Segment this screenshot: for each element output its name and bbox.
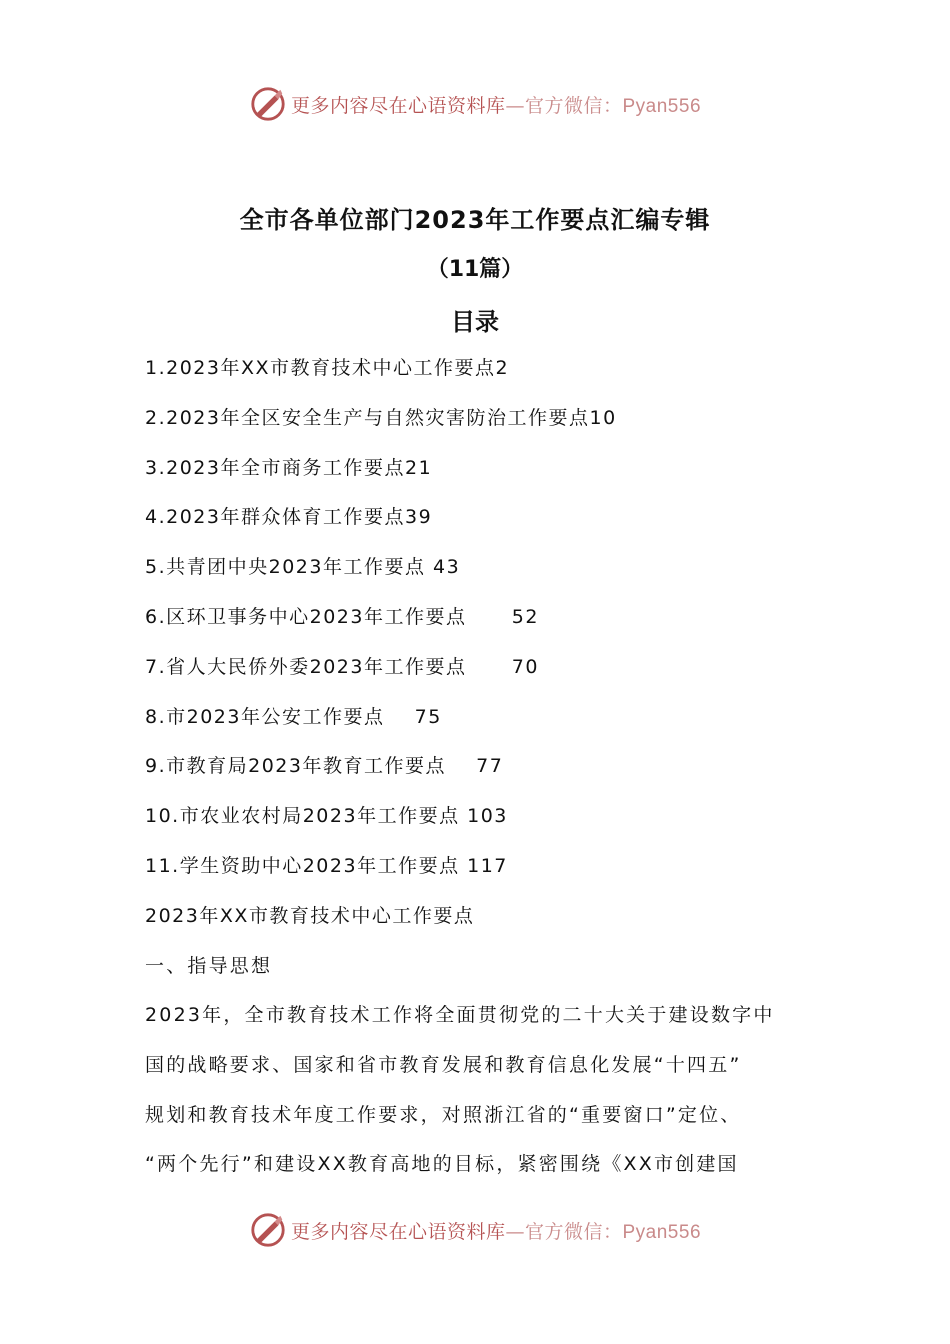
watermark-account: Pyan556 [622, 1221, 702, 1243]
toc-item-page: 21 [404, 456, 433, 479]
article-paragraph [145, 998, 810, 1197]
toc-item-page: 10 [589, 406, 617, 429]
toc-item-label: 7.省人大民侨外委2023年工作要点 [145, 655, 512, 678]
pen-circle-logo-icon [249, 85, 287, 123]
toc-heading: 目录 [451, 308, 499, 336]
watermark-brand: 更多内容尽在心语资料库 [290, 1220, 506, 1243]
toc-item[interactable] [145, 650, 825, 700]
paragraph-line: 规划和教育技术年度工作要求，对照浙江省的“重要窗口”定位、 [145, 1103, 742, 1126]
paragraph-line: 国的战略要求、国家和省市教育发展和教育信息化发展“十四五” [145, 1053, 742, 1076]
watermark-official: 官方微信： [524, 1220, 623, 1243]
watermark-separator: — [505, 1220, 525, 1243]
pen-circle-logo-icon [249, 1211, 287, 1249]
watermark-banner-bottom [0, 1208, 950, 1252]
toc-item-label: 6.区环卫事务中心2023年工作要点 [145, 605, 512, 628]
toc-item-page: 39 [404, 506, 433, 529]
toc-item-page: 117 [467, 854, 508, 877]
toc-item-label: 10.市农业农村局2023年工作要点 [145, 805, 468, 828]
watermark-account: Pyan556 [622, 95, 702, 117]
document-count: （11篇） [426, 257, 524, 282]
toc-item-label: 3.2023年全市商务工作要点 [145, 456, 405, 479]
toc-item[interactable] [145, 600, 825, 650]
watermark-separator: — [505, 94, 525, 117]
toc-item-page: 75 [414, 705, 442, 728]
watermark-brand: 更多内容尽在心语资料库 [290, 94, 506, 117]
toc-item-label: 2.2023年全区安全生产与自然灾害防治工作要点 [145, 406, 590, 429]
toc-item[interactable] [145, 849, 825, 899]
toc-item-label: 4.2023年群众体育工作要点 [145, 506, 405, 529]
toc-item[interactable] [145, 401, 825, 451]
table-of-contents [145, 351, 825, 899]
watermark-official: 官方微信： [524, 94, 623, 117]
toc-item[interactable] [145, 451, 825, 501]
toc-item-label: 9.市教育局2023年教育工作要点 [145, 755, 477, 778]
toc-item[interactable] [145, 500, 825, 550]
watermark-banner-top [0, 82, 950, 126]
toc-item-label: 5.共青团中央2023年工作要点 [145, 556, 434, 579]
toc-item[interactable] [145, 749, 825, 799]
document-title: 全市各单位部门2023年工作要点汇编专辑 [239, 206, 711, 234]
toc-item-page: 103 [467, 805, 508, 828]
toc-item-label: 1.2023年XX市教育技术中心工作要点 [145, 357, 496, 379]
watermark-text [291, 1217, 701, 1244]
toc-item[interactable] [145, 550, 825, 600]
toc-item[interactable] [145, 700, 825, 750]
paragraph-line: 2023年，全市教育技术工作将全面贯彻党的二十大关于建设数字中 [145, 1004, 775, 1026]
toc-item[interactable] [145, 351, 825, 401]
toc-item-label: 8.市2023年公安工作要点 [145, 705, 415, 728]
toc-item-label: 11.学生资助中心2023年工作要点 [145, 854, 468, 877]
toc-item-page: 77 [476, 755, 504, 778]
toc-item-page: 52 [511, 605, 539, 628]
toc-item-page: 43 [433, 556, 461, 579]
watermark-text [291, 91, 701, 118]
toc-item[interactable] [145, 799, 825, 849]
toc-item-page: 2 [495, 357, 510, 379]
toc-item-page: 70 [511, 655, 539, 678]
section-heading: 一、指导思想 [145, 955, 273, 977]
paragraph-line: “两个先行”和建设XX教育高地的目标，紧密围绕《XX市创建国 [145, 1153, 739, 1176]
article-title: 2023年XX市教育技术中心工作要点 [145, 905, 475, 927]
